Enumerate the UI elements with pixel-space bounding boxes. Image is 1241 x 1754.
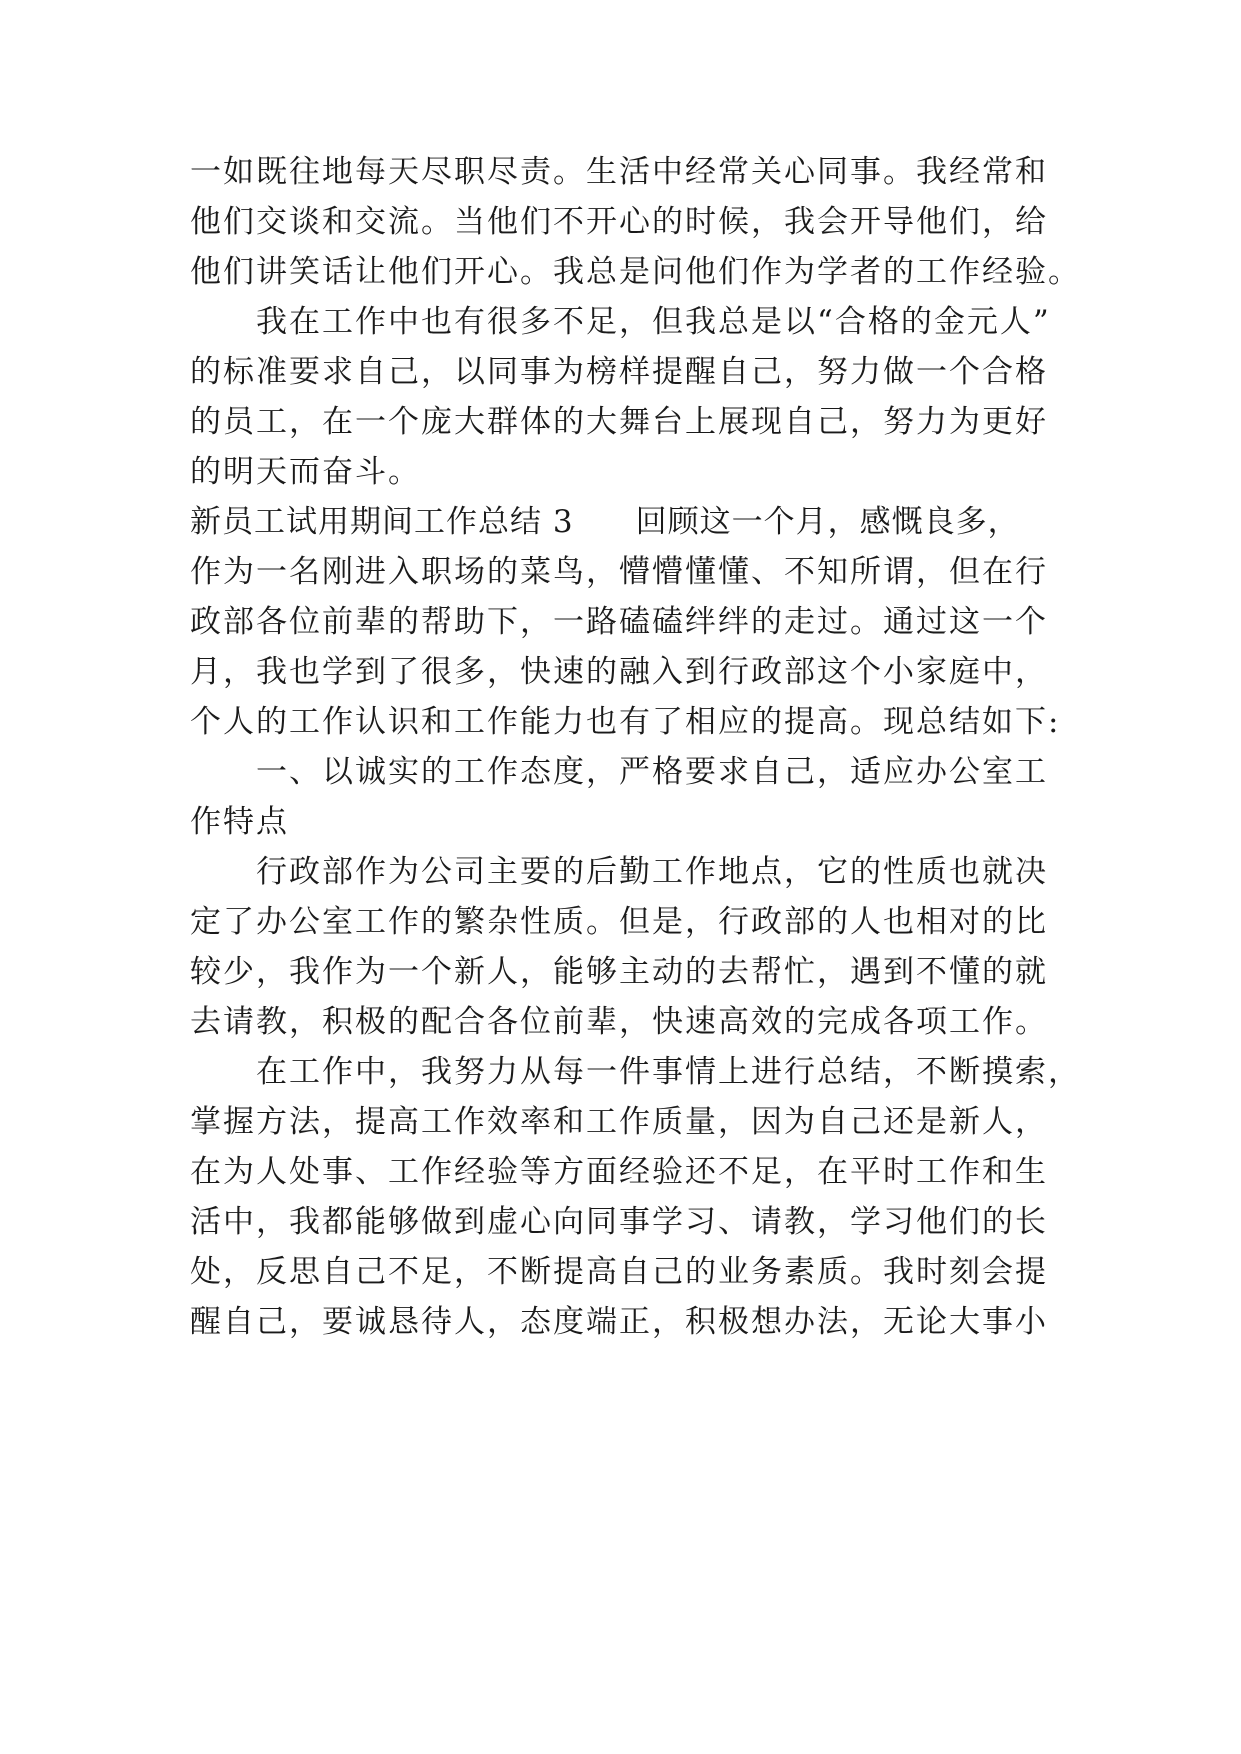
body-line-11: 个人的工作认识和工作能力也有了相应的提高。现总结如下: [190,704,1061,740]
body-line-1: 一如既往地每天尽职尽责。生活中经常关心同事。我经常和 [190,154,1048,190]
section-title: 新员工试用期间工作总结 3 [190,504,574,540]
body-line-14: 较少，我作为一个新人，能够主动的去帮忙，遇到不懂的就 [190,954,1048,990]
body-line-8: 作为一名刚进入职场的菜鸟，懵懵懂懂、不知所谓，但在行 [190,554,1048,590]
body-line-2: 他们交谈和交流。当他们不开心的时候，我会开导他们，给 [190,204,1048,240]
body-line-6: 的员工，在一个庞大群体的大舞台上展现自己，努力为更好 [190,404,1048,440]
body-line-5: 的标准要求自己，以同事为榜样提醒自己，努力做一个合格 [190,354,1048,390]
body-line-19: 活中，我都能够做到虚心向同事学习、请教，学习他们的长 [190,1204,1048,1240]
section-opening: 回顾这一个月，感慨良多， [635,504,1020,540]
body-line-16: 在工作中，我努力从每一件事情上进行总结，不断摸索， [190,1054,1081,1090]
body-line-7: 的明天而奋斗。 [190,454,421,490]
body-line-20: 处，反思自己不足，不断提高自己的业务素质。我时刻会提 [190,1254,1048,1290]
body-line-18: 在为人处事、工作经验等方面经验还不足，在平时工作和生 [190,1154,1048,1190]
body-line-21: 醒自己，要诚恳待人，态度端正，积极想办法，无论大事小 [190,1304,1048,1340]
section-heading-line [190,502,1090,542]
body-line-12: 行政部作为公司主要的后勤工作地点，它的性质也就决 [190,854,1048,890]
subheading-line-2: 作特点 [190,804,289,840]
body-line-13: 定了办公室工作的繁杂性质。但是，行政部的人也相对的比 [190,904,1048,940]
body-line-4: 我在工作中也有很多不足，但我总是以“合格的金元人” [190,304,1051,340]
subheading-line-1: 一、以诚实的工作态度，严格要求自己，适应办公室工 [190,754,1048,790]
body-line-3: 他们讲笑话让他们开心。我总是问他们作为学者的工作经验。 [190,254,1081,290]
body-line-17: 掌握方法，提高工作效率和工作质量，因为自己还是新人， [190,1104,1048,1140]
body-line-10: 月，我也学到了很多，快速的融入到行政部这个小家庭中， [190,654,1048,690]
body-line-9: 政部各位前辈的帮助下，一路磕磕绊绊的走过。通过这一个 [190,604,1048,640]
body-line-15: 去请教，积极的配合各位前辈，快速高效的完成各项工作。 [190,1004,1048,1040]
